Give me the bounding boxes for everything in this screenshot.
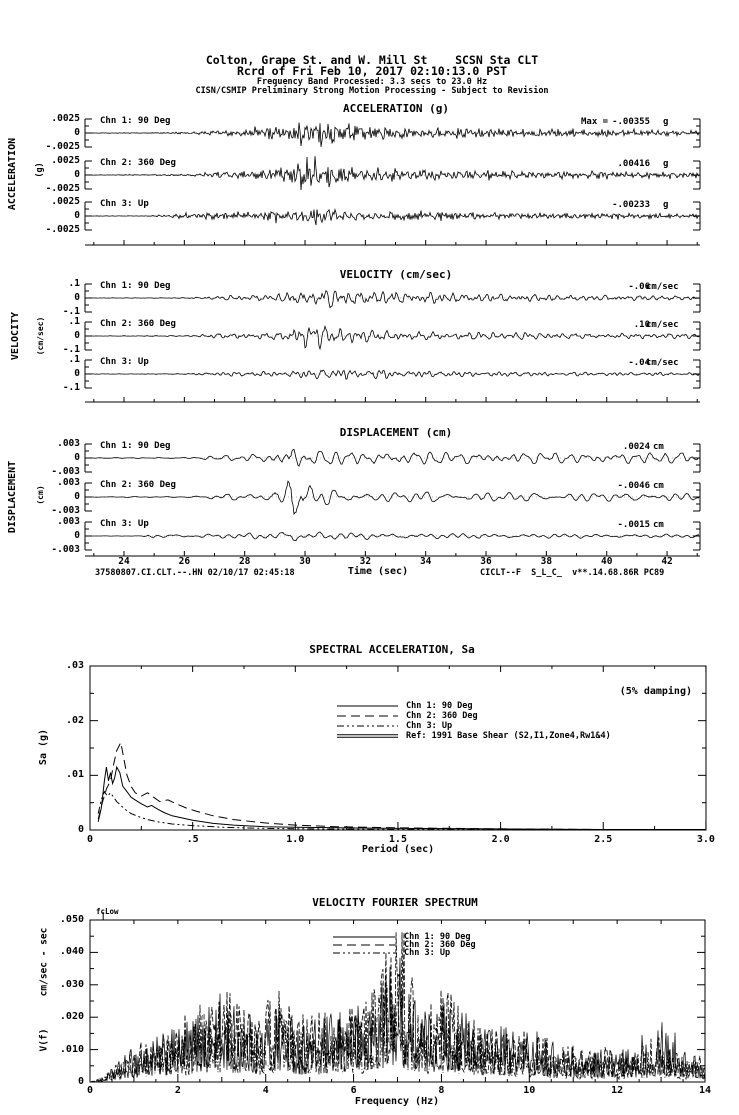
legend-label: Chn 2: 360 Deg (406, 711, 478, 721)
fourier-y-tick-label: .030 (59, 978, 84, 990)
peak-value: -.06 (628, 282, 650, 292)
fourier-x-tick-label: 2 (174, 1085, 181, 1096)
sa-x-tick-label: 1.5 (388, 834, 407, 845)
y-tick-label: .1 (68, 278, 80, 289)
waveform-trace (92, 209, 699, 225)
y-tick-label: .0025 (51, 113, 80, 124)
y-tick-label: -.1 (62, 344, 80, 355)
sa-y-tick-label: .01 (65, 769, 84, 781)
y-tick-label: 0 (74, 452, 80, 463)
fourier-trace (90, 932, 705, 1082)
displacement-axis-label: DISPLACEMENT (7, 460, 18, 534)
peak-unit: cm/sec (646, 282, 679, 292)
velocity-axis-label: VELOCITY (10, 311, 21, 361)
peak-value: .00416 (617, 159, 650, 169)
fourier-x-tick-label: 4 (262, 1085, 269, 1096)
sa-curve (98, 767, 706, 829)
x-tick-label: 26 (178, 556, 191, 567)
sa-x-tick-label: .5 (186, 834, 199, 845)
processing-code-footer: CICLT--F S_L_C_ v**.14.68.86R PC89 (480, 568, 665, 578)
channel-label: Chn 2: 360 Deg (100, 480, 176, 490)
y-tick-label: -.003 (51, 466, 80, 477)
fourier-x-tick-label: 10 (523, 1085, 536, 1096)
fourier-y-tick-label: .050 (59, 914, 84, 925)
fourier-axis-label: V(f) (38, 1028, 50, 1052)
peak-unit: g (663, 117, 669, 127)
damping-note: (5% damping) (619, 686, 692, 697)
peak-value: -.00233 (612, 200, 650, 210)
peak-unit: cm/sec (646, 358, 679, 368)
y-tick-label: .0025 (51, 196, 80, 207)
channel-label: Chn 2: 360 Deg (100, 158, 176, 168)
fourier-x-tick-label: 14 (698, 1085, 712, 1096)
y-tick-label: -.003 (51, 544, 80, 555)
x-tick-label: 24 (118, 556, 130, 567)
peak-unit: cm (653, 520, 664, 530)
y-tick-label: 0 (74, 530, 80, 541)
peak-value: -.0015 (617, 520, 650, 530)
fourier-x-tick-label: 12 (611, 1085, 624, 1096)
y-tick-label: 0 (74, 330, 80, 341)
sa-curve (98, 792, 706, 830)
velocity-axis-unit: (cm/sec) (36, 316, 45, 356)
y-tick-label: -.0025 (45, 141, 80, 152)
fourier-x-tick-label: 6 (350, 1085, 357, 1096)
channel-label: Chn 1: 90 Deg (100, 281, 171, 291)
peak-unit: cm/sec (646, 320, 679, 330)
y-tick-label: .003 (57, 477, 80, 488)
x-tick-label: 42 (661, 556, 673, 567)
peak-unit: cm (653, 442, 664, 452)
record-id-footer: 37580807.CI.CLT.--.HN 02/10/17 02:45:18 (95, 568, 295, 578)
channel-label: Chn 1: 90 Deg (100, 441, 171, 451)
y-tick-label: .003 (57, 438, 80, 449)
y-tick-label: 0 (74, 491, 80, 502)
y-tick-label: -.1 (62, 382, 80, 393)
sa-y-tick-label: .02 (65, 714, 84, 726)
sa-x-tick-label: 2.0 (491, 834, 510, 845)
sa-x-tick-label: 1.0 (286, 834, 305, 845)
y-tick-label: 0 (74, 210, 80, 221)
x-tick-label: 34 (419, 556, 432, 567)
fourier-plot-frame (90, 920, 705, 1082)
y-tick-label: 0 (74, 127, 80, 138)
x-tick-label: 28 (238, 556, 251, 567)
sa-x-tick-label: 0 (86, 834, 94, 845)
y-tick-label: .1 (68, 316, 80, 327)
fourier-x-tick-label: 8 (438, 1085, 445, 1096)
channel-label: Chn 1: 90 Deg (100, 116, 171, 126)
x-tick-label: 40 (600, 556, 613, 567)
time-axis-label: Time (sec) (347, 566, 409, 577)
fourier-y-tick-label: .020 (59, 1011, 84, 1023)
velocity-panel-title: VELOCITY (cm/sec) (339, 268, 453, 281)
peak-unit: cm (653, 481, 664, 491)
sa-x-tick-label: 2.5 (594, 834, 613, 845)
legend-label: Chn 1: 90 Deg (404, 932, 471, 942)
displacement-panel-title: DISPLACEMENT (cm) (339, 426, 453, 439)
peak-prefix: Max = (581, 117, 609, 127)
y-tick-label: 0 (74, 368, 80, 379)
fourier-plot-title: VELOCITY FOURIER SPECTRUM (312, 896, 478, 909)
fourier-y-tick-label: .010 (59, 1043, 84, 1055)
fourier-x-tick-label: 0 (86, 1085, 94, 1096)
peak-value: -.00355 (612, 117, 650, 127)
station-title: Colton, Grape St. and W. Mill St SCSN Sta CLT (205, 53, 539, 67)
legend-label: Chn 2: 360 Deg (404, 940, 476, 950)
y-tick-label: -.0025 (45, 224, 80, 235)
x-tick-label: 30 (299, 556, 311, 567)
sa-curve (98, 743, 706, 830)
sa-y-tick-label: .03 (65, 659, 84, 671)
y-tick-label: 0 (74, 292, 80, 303)
fourier-y-tick-label: 0 (77, 1076, 84, 1087)
channel-label: Chn 3: Up (100, 519, 149, 529)
y-tick-label: .0025 (51, 155, 80, 166)
processing-disclaimer: CISN/CSMIP Preliminary Strong Motion Processing - Subject to Revision (195, 86, 549, 96)
acceleration-axis-label: ACCELERATION (7, 137, 18, 211)
peak-value: .10 (633, 320, 650, 330)
displacement-axis-unit: (cm) (36, 485, 45, 505)
y-tick-label: .1 (68, 354, 80, 365)
acceleration-axis-unit: (g) (34, 162, 45, 178)
frequency-axis-label: Frequency (Hz) (354, 1096, 440, 1107)
fourier-y-tick-label: .040 (59, 946, 84, 958)
peak-value: .0024 (622, 442, 650, 452)
acceleration-panel-title: ACCELERATION (g) (343, 102, 449, 115)
sa-plot-title: SPECTRAL ACCELERATION, Sa (309, 643, 475, 656)
y-tick-label: -.003 (51, 505, 80, 516)
peak-unit: g (663, 200, 669, 210)
x-tick-label: 36 (480, 556, 492, 567)
x-tick-label: 38 (540, 556, 553, 567)
legend-label: Chn 3: Up (406, 721, 453, 731)
y-tick-label: -.0025 (45, 183, 80, 194)
fourier-axis-units: cm/sec - sec (38, 927, 50, 997)
y-tick-label: -.1 (62, 306, 80, 317)
waveform-trace (92, 532, 699, 541)
sa-x-tick-label: 3.0 (696, 834, 715, 845)
period-axis-label: Period (sec) (361, 844, 435, 855)
legend-label: Chn 3: Up (404, 948, 451, 958)
sa-axis-label: Sa (g) (38, 728, 49, 766)
y-tick-label: .003 (57, 516, 80, 527)
y-tick-label: 0 (74, 169, 80, 180)
legend-label: Chn 1: 90 Deg (406, 701, 473, 711)
frequency-band-note: Frequency Band Processed: 3.3 secs to 23.0 Hz (256, 77, 488, 87)
sa-y-tick-label: 0 (77, 824, 84, 835)
fc-low-marker-label: fcLow (96, 907, 119, 916)
channel-label: Chn 3: Up (100, 199, 149, 209)
channel-label: Chn 3: Up (100, 357, 149, 367)
peak-value: -.04 (628, 358, 650, 368)
peak-unit: g (663, 159, 669, 169)
record-datetime: Rcrd of Fri Feb 10, 2017 02:10:13.0 PST (236, 64, 508, 78)
legend-label: Ref: 1991 Base Shear (S2,I1,Zone4,Rw1&4) (406, 731, 611, 741)
channel-label: Chn 2: 360 Deg (100, 319, 176, 329)
x-tick-label: 32 (359, 556, 372, 567)
waveform-trace (92, 370, 699, 379)
waveform-trace (92, 291, 699, 308)
peak-value: -.0046 (617, 481, 650, 491)
